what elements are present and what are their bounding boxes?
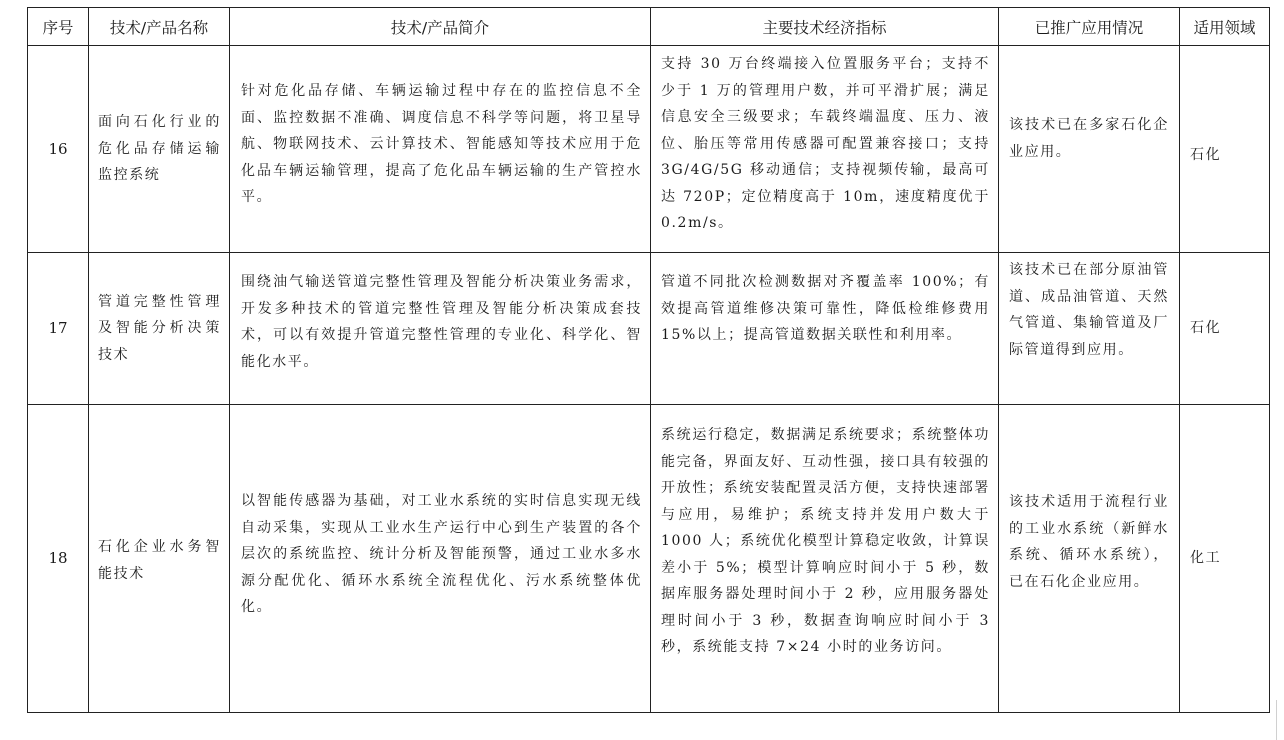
row-indicators-cell <box>651 253 999 405</box>
row-status-cell <box>999 405 1180 713</box>
row-status: 该技术已在多家石化企业应用。 <box>1009 117 1169 160</box>
row-name-cell <box>89 46 230 253</box>
header-index: 序号 <box>28 8 89 46</box>
row-indicators-cell <box>651 405 999 713</box>
row-index: 18 <box>28 405 89 713</box>
row-status-cell <box>999 46 1180 253</box>
row-name: 管道完整性管理及智能分析决策技术 <box>98 293 221 363</box>
table-row <box>28 405 1270 713</box>
row-field: 化工 <box>1190 550 1222 567</box>
row-field: 石化 <box>1190 146 1222 163</box>
row-name-cell <box>89 253 230 405</box>
row-indicators: 系统运行稳定，数据满足系统要求；系统整体功能完备，界面友好、互动性强，接口具有较强的开放性；系统安装配置灵活方便，支持快速部署与应用，易维护；系统支持并发用户数大于 1000 人；系统优化模型计算稳定收敛，计算误差小于 5%；模型计算响应时间小于 5 秒，数据库服务器处理时间小于 2 秒，应用服务器处理时间小于 3 秒，数据查询响应时间小于 3 秒，系统能支持 7×24 小时的业务访问。 <box>661 427 990 655</box>
row-status-cell <box>999 253 1180 405</box>
header-indicators: 主要技术经济指标 <box>651 8 999 46</box>
row-name: 面向石化行业的危化品存储运输监控系统 <box>98 114 221 184</box>
row-intro-cell <box>230 253 651 405</box>
row-indicators: 支持 30 万台终端接入位置服务平台；支持不少于 1 万的管理用户数，并可平滑扩展；满足信息安全三级要求；车载终端温度、压力、液位、胎压等常用传感器可配置兼容接口；支持 3G/4G/5G 移动通信；支持视频传输，最高可达 720P；定位精度高于 10m，速度精度优于 0.2m/s。 <box>661 56 990 231</box>
page-edge-divider <box>1276 700 1284 740</box>
row-field-cell <box>1180 253 1270 405</box>
row-intro: 针对危化品存储、车辆运输过程中存在的监控信息不全面、监控数据不准确、调度信息不科学等问题，将卫星导航、物联网技术、云计算技术、智能感知等技术应用于危化品车辆运输管理，提高了危化品车辆运输的生产管控水平。 <box>241 83 642 205</box>
header-intro: 技术/产品简介 <box>230 8 651 46</box>
technology-catalog-table <box>27 7 1270 713</box>
row-status: 该技术已在部分原油管道、成品油管道、天然气管道、集输管道及厂际管道得到应用。 <box>1009 262 1169 358</box>
row-name-cell <box>89 405 230 713</box>
header-name: 技术/产品名称 <box>89 8 230 46</box>
row-field: 石化 <box>1190 320 1222 337</box>
row-intro: 以智能传感器为基础，对工业水系统的实时信息实现无线自动采集，实现从工业水生产运行中心到生产装置的各个层次的系统监控、统计分析及智能预警，通过工业水多水源分配优化、循环水系统全流程优化、污水系统整体优化。 <box>241 493 642 615</box>
header-field: 适用领域 <box>1180 8 1270 46</box>
row-field-cell <box>1180 405 1270 713</box>
table-row <box>28 253 1270 405</box>
row-intro-cell <box>230 405 651 713</box>
row-index: 16 <box>28 46 89 253</box>
row-name: 石化企业水务智能技术 <box>98 539 221 582</box>
table-header-row <box>28 8 1270 46</box>
row-field-cell <box>1180 46 1270 253</box>
row-index: 17 <box>28 253 89 405</box>
row-status: 该技术适用于流程行业的工业水系统（新鲜水系统、循环水系统），已在石化企业应用。 <box>1009 494 1169 590</box>
row-intro: 围绕油气输送管道完整性管理及智能分析决策业务需求，开发多种技术的管道完整性管理及智能分析决策成套技术，可以有效提升管道完整性管理的专业化、科学化、智能化水平。 <box>241 274 642 370</box>
row-indicators-cell <box>651 46 999 253</box>
row-indicators: 管道不同批次检测数据对齐覆盖率 100%；有效提高管道维修决策可靠性，降低检维修费用 15%以上；提高管道数据关联性和利用率。 <box>661 274 990 343</box>
table-row <box>28 46 1270 253</box>
row-intro-cell <box>230 46 651 253</box>
header-status: 已推广应用情况 <box>999 8 1180 46</box>
